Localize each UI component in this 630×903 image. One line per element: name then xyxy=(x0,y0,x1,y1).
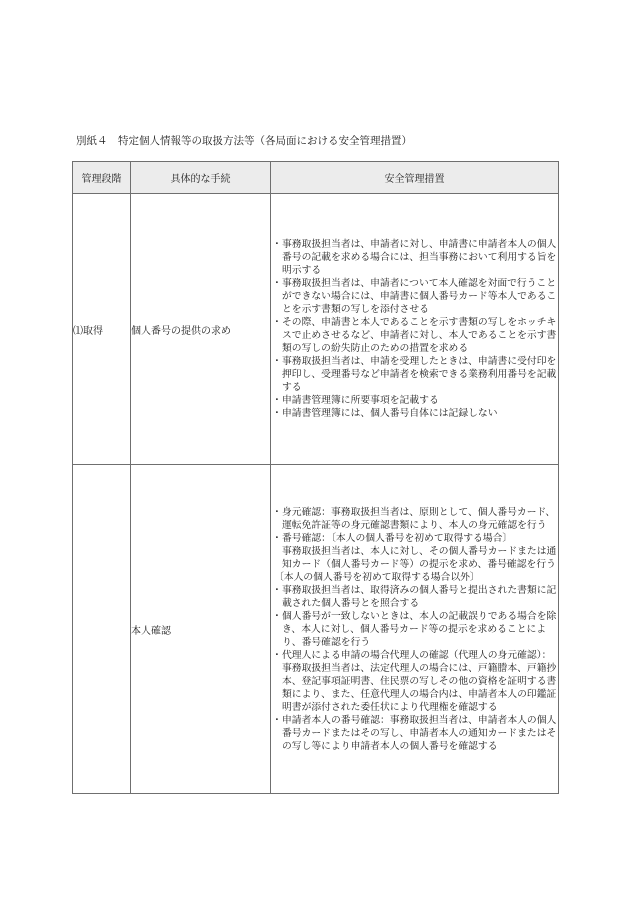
list-item xyxy=(271,532,558,545)
measure-text: 代理人による申請の場合代理人の確認（代理人の身元確認）：事務取扱担当者は、法定代理人の場合には、戸籍謄本、戸籍抄本、登記事項証明書、住民票の写しその他の資格を証明する書類により、また、任意代理人の場合内は、申請者本人の印鑑証明書が添付された委任状により代理権を確認する xyxy=(282,649,557,713)
list-item xyxy=(271,571,558,584)
measure-text: 身元確認：事務取扱担当者は、原則として、個人番号カード、運転免許証等の身元確認書類により、本人の身元確認を行う xyxy=(282,506,556,531)
measure-text: 申請者本人の番号確認：事務取扱担当者は、申請者本人の個人番号カードまたはその写し、申請者本人の通知カードまたはその写し等により申請者本人の個人番号を確認する xyxy=(282,714,557,752)
bullet-mark: ・ xyxy=(272,278,282,289)
table-row xyxy=(73,194,559,465)
bullet-mark: ・ xyxy=(272,506,282,518)
measures-list xyxy=(271,506,558,753)
measures-cell xyxy=(271,194,559,465)
measures-cell xyxy=(271,465,559,794)
list-item xyxy=(271,506,558,532)
list-item xyxy=(271,355,558,394)
list-item xyxy=(271,238,558,277)
list-item xyxy=(271,714,558,753)
table-header-row xyxy=(73,162,559,194)
procedure-cell: 個人番号の提供の求め xyxy=(131,194,271,465)
bullet-mark: ・ xyxy=(272,584,282,596)
measure-text: 事務取扱担当者は、申請者に対し、申請書に申請者本人の個人番号の記載を求める場合には、担当事務において利用する旨を明示する xyxy=(282,239,557,276)
bullet-mark: ・ xyxy=(272,356,282,367)
list-item xyxy=(271,394,558,407)
bullet-mark: ・ xyxy=(272,649,282,661)
measure-text: 番号確認：〔本人の個人番号を初めて取得する場合〕 xyxy=(282,532,513,544)
table-row xyxy=(73,465,559,794)
measure-text: 〔本人の個人番号を初めて取得する場合以外〕 xyxy=(274,571,480,583)
measure-text: 申請書管理簿に所要事項を記載する xyxy=(282,395,439,406)
list-item xyxy=(271,584,558,610)
measure-text: 事務取扱担当者は、本人に対し、その個人番号カードまたは通知カード（個人番号カード等）の提示を求め、番号確認を行う xyxy=(282,545,557,570)
list-item xyxy=(271,316,558,355)
bullet-mark: ・ xyxy=(272,714,282,726)
measure-text: 事務取扱担当者は、申請者について本人確認を対面で行うことができない場合には、申請書に個人番号カード等本人であることを示す書類の写しを添付させる xyxy=(282,278,557,315)
document-title: 別紙４ 特定個人情報等の取扱方法等（各局面における安全管理措置） xyxy=(76,135,412,147)
bullet-mark: ・ xyxy=(272,317,282,328)
procedure-cell: 本人確認 xyxy=(131,465,271,794)
measure-text: 申請書管理簿には、個人番号自体には記録しない xyxy=(282,408,498,419)
measure-text: その際、申請書と本人であることを示す書類の写しをホッチキスで止めさせるなど、申請者に対し、本人であることを示す書類の写しの紛失防止のための措置を求める xyxy=(282,317,557,354)
bullet-mark: ・ xyxy=(272,408,282,419)
measure-text: 個人番号が一致しないときは、本人の記載誤りである場合を除き、本人に対し、個人番号カード等の提示を求めることにより、番号確認を行う xyxy=(282,610,557,648)
list-item xyxy=(271,545,558,571)
bullet-mark: ・ xyxy=(272,610,282,622)
stage-cell: ⑴取得 xyxy=(73,194,131,465)
list-item xyxy=(271,649,558,714)
measure-text: 事務取扱担当者は、取得済みの個人番号と提出された書類に記載された個人番号とを照合する xyxy=(282,584,557,609)
header-management-stage: 管理段階 xyxy=(73,162,131,194)
bullet-mark: ・ xyxy=(272,395,282,406)
list-item xyxy=(271,277,558,316)
safety-measures-table xyxy=(72,161,559,794)
measures-list xyxy=(271,238,558,420)
bullet-mark: ・ xyxy=(272,239,282,250)
bullet-mark: ・ xyxy=(272,532,282,544)
measure-text: 事務取扱担当者は、申請を受理したときは、申請書に受付印を押印し、受理番号など申請者を検索できる業務利用番号を記載する xyxy=(282,356,557,393)
header-safety-measures: 安全管理措置 xyxy=(271,162,559,194)
list-item xyxy=(271,407,558,420)
list-item xyxy=(271,610,558,649)
header-procedure: 具体的な手続 xyxy=(131,162,271,194)
stage-cell xyxy=(73,465,131,794)
